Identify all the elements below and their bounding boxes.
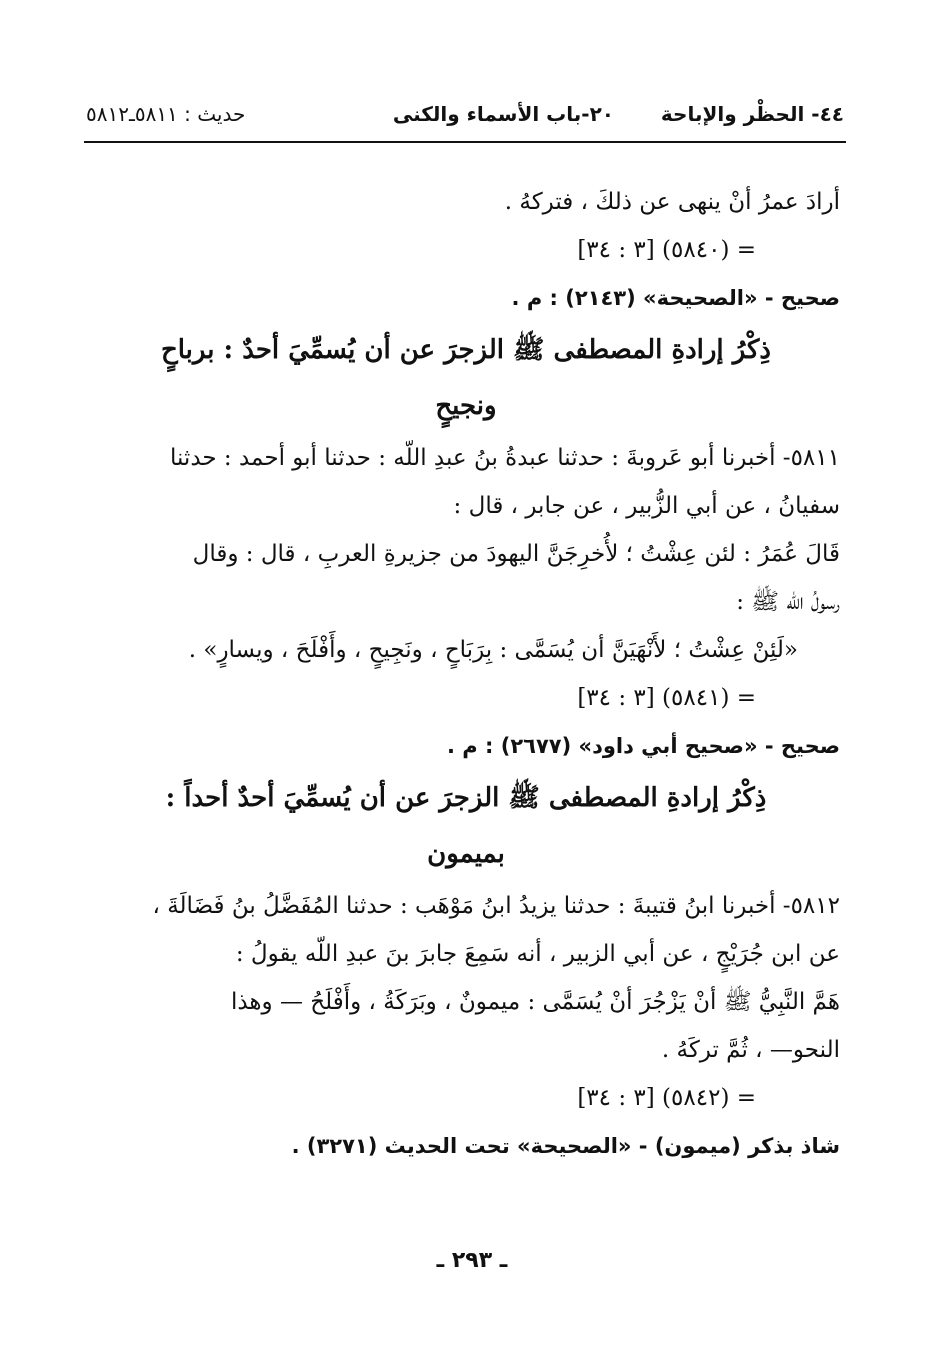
hadith-quote: «لَئِنْ عِشْتُ ؛ لأَنْهَيَنَّ أن يُسَمَّى : بِرَبَاحٍ ، ونَجِيحٍ ، وأَفْلَحَ ، ويسارٍ» . [188, 637, 798, 663]
hadith-chain: ٥٨١١- أخبرنا أبو عَروبةَ : حدثنا عبدةُ بنُ عبدِ اللّه : حدثنا أبو أحمد : حدثنا [169, 445, 840, 471]
grading-line: شاذ بذكر (ميمون) - «الصحيحة» تحت الحديث (٣٢٧١) . [291, 1134, 840, 1158]
grading-line: صحيح - «الصحيحة» (٢١٤٣) : م . [511, 286, 840, 310]
hadith-text: قَالَ عُمَرُ : لئن عِشْتُ ؛ لأُخرِجَنَّ اليهودَ من جزيرةِ العربِ ، قال : وقال [192, 541, 840, 567]
reference-line: = (٥٨٤١) [٣ : ٣٤] [577, 685, 756, 711]
reference-line: = (٥٨٤٢) [٣ : ٣٤] [577, 1085, 756, 1111]
chapter-heading: ذِكْرُ إرادةِ المصطفى ﷺ الزجرَ عن أن يُسمِّيَ أحدٌ أحداً : [165, 783, 767, 813]
hadith-text-continued: رسولُ اللّه ﷺ : [736, 589, 840, 615]
chapter-heading-continued: ونجيحٍ [435, 391, 497, 421]
hadith-chain-continued: سفيانُ ، عن أبي الزُّبير ، عن جابر ، قال : [453, 493, 840, 519]
reference-line: = (٥٨٤٠) [٣ : ٣٤] [577, 237, 756, 263]
page-body [92, 178, 840, 1170]
header-rule [84, 141, 846, 143]
chapter-heading: ذِكْرُ إرادةِ المصطفى ﷺ الزجرَ عن أن يُسمِّيَ أحدٌ : برباحٍ [160, 335, 772, 365]
hadith-chain-continued: عن ابن جُرَيْجٍ ، عن أبي الزبير ، أنه سَمِعَ جابرَ بنَ عبدِ اللّه يقولُ : [235, 941, 840, 967]
page-number: ـ ٢٩٣ ـ [436, 1248, 508, 1273]
hadith-text-continued: النحو— ، ثُمَّ تركَهُ . [661, 1037, 840, 1063]
header-section-title: ٢٠-باب الأسماء والكنى [392, 102, 614, 126]
hadith-text: هَمَّ النَّبِيُّ ﷺ أنْ يَزْجُرَ أنْ يُسَمَّى : ميمونٌ ، وبَرَكَةُ ، وأَفْلَحُ — وهذا [230, 989, 840, 1015]
running-header [86, 96, 844, 136]
hadith-chain: ٥٨١٢- أخبرنا ابنُ قتيبةَ : حدثنا يزيدُ ابنُ مَوْهَب : حدثنا المُفَضَّلُ بنُ فَضَالَةَ ، [152, 893, 840, 919]
grading-line: صحيح - «صحيح أبي داود» (٢٦٧٧) : م . [447, 734, 840, 758]
text-line: أرادَ عمرُ أنْ ينهى عن ذلكَ ، فتركهُ . [504, 189, 840, 215]
header-hadith-range: حديث : ٥٨١١ـ٥٨١٢ [86, 102, 246, 126]
chapter-heading-continued: بميمون [427, 839, 505, 869]
header-chapter-title: ٤٤- الحظْر والإباحة [660, 102, 844, 126]
